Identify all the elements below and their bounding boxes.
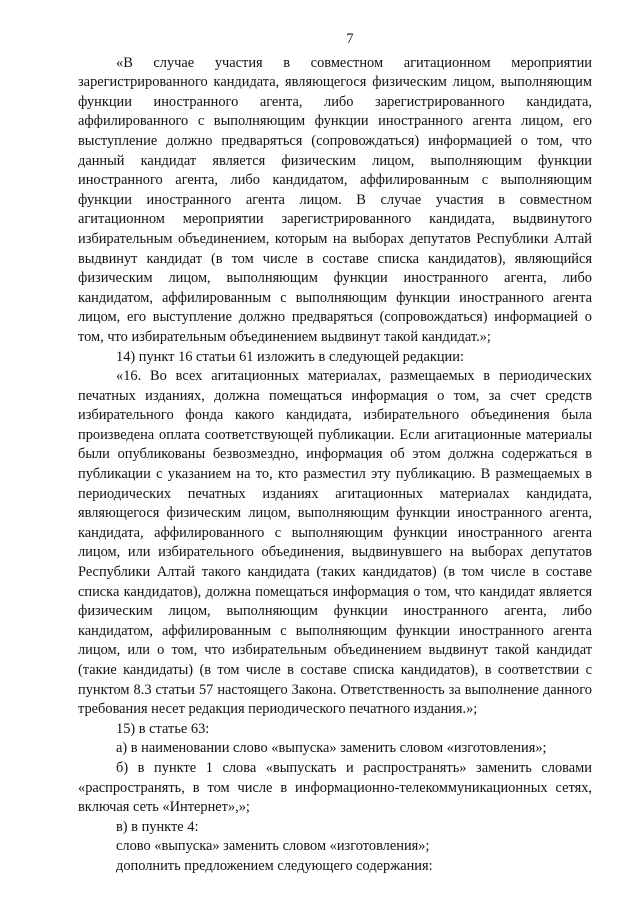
paragraph-item-15: 15) в статье 63:: [116, 720, 210, 737]
paragraph-replace-word: слово «выпуска» заменить словом «изготовления»;: [116, 838, 430, 855]
paragraph-subitem-b: б) в пункте 1 слова «выпускать и распространять» заменить словами «распространять, в том числе в информационно-телекоммуникационных сетях, включая сеть «Интернет»,»;: [78, 759, 592, 816]
paragraph-quote-item-16: «16. Во всех агитационных материалах, размещаемых в периодических печатных изданиях, должна помещаться информация о том, за счет средств избирательного фонда какого кандидата, избирательного объединения была произведена оплата соответствующей публикации. Если агитационные материалы были опубликованы безвозмездно, информация об этом должна содержаться в публикации с указанием на то, кто разместил эту публикацию. В размещаемых в периодических печатных изданиях агитационных материалах кандидата, являющегося физическим лицом, выполняющим функции иностранного агента, кандидата, аффилированного с выполняющим функции иностранного агента лицом, или избирательного объединения, выдвинувшего на выборах депутатов Республики Алтай такого кандидата (таких кандидатов) (в том числе в составе списка кандидатов), должна помещаться информация о том, что кандидат является физическим лицом, выполняющим функции иностранного агента, либо кандидатом, аффилированным с выполняющим функции иностранного агента лицом, или о том, что избирательным объединением выдвинут такой кандидат (такие кандидаты) (в том числе в составе списка кандидатов), в соответствии с пунктом 8.3 статьи 57 настоящего Закона. Ответственность за выполнение данного требования несет редакция периодического печатного издания.»;: [78, 368, 592, 718]
document-page: [78, 30, 592, 877]
paragraph-item-14: 14) пункт 16 статьи 61 изложить в следующей редакции:: [116, 348, 464, 365]
paragraph-quote-agitation-event: «В случае участия в совместном агитационном мероприятии зарегистрированного кандидата, являющегося физическим лицом, выполняющим функции иностранного агента, либо зарегистрированного кандидата, аффилированного с выполняющим функции иностранного агента лицом, его выступление должно предваряться (сопровождаться) информацией о том, что данный кандидат является физическим лицом, выполняющим функции иностранного агента, либо кандидатом, аффилированным с выполняющим функции иностранного агента лицом. В случае участия в совместном агитационном мероприятии зарегистрированного кандидата, выдвинутого избирательным объединением, которым на выборах депутатов Республики Алтай выдвинут кандидат (в том числе в составе списка кандидатов), являющийся физическим лицом, выполняющим функции иностранного агента, либо кандидатом, аффилированным с выполняющим функции иностранного агента лицом, его выступление должно предваряться (сопровождаться) информацией о том, что избирательным объединением выдвинут такой кандидат.»;: [78, 54, 592, 345]
paragraph-add-sentence: дополнить предложением следующего содержания:: [116, 857, 433, 874]
paragraph-subitem-a: а) в наименовании слово «выпуска» заменить словом «изготовления»;: [116, 740, 547, 757]
paragraph-subitem-v: в) в пункте 4:: [116, 818, 199, 835]
page-number: 7: [346, 31, 354, 47]
